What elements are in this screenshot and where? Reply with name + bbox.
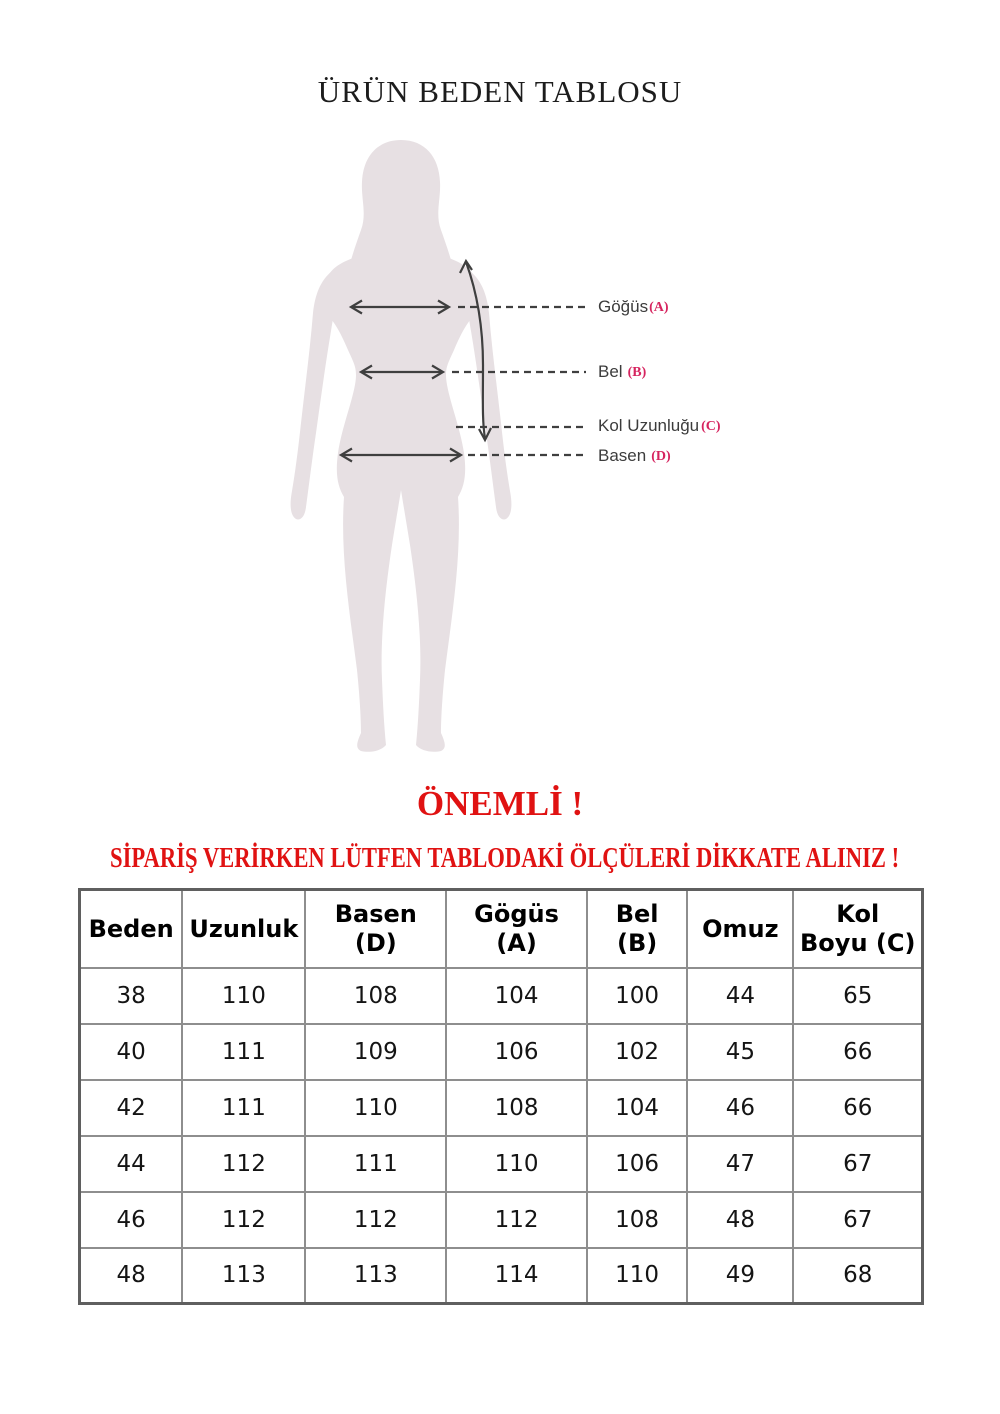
measurement-label-arm-length	[598, 416, 721, 436]
table-cell: 113	[305, 1248, 446, 1304]
table-row	[80, 1248, 923, 1304]
table-cell: 42	[80, 1080, 183, 1136]
warning-text: SİPARİŞ VERİRKEN LÜTFEN TABLODAKİ ÖLÇÜLERİ DİKKATE ALINIZ !	[110, 842, 900, 874]
table-cell: 106	[446, 1024, 587, 1080]
table-cell: 67	[793, 1136, 922, 1192]
table-cell: 114	[446, 1248, 587, 1304]
table-cell: 106	[587, 1136, 687, 1192]
table-row	[80, 1080, 923, 1136]
table-cell: 38	[80, 968, 183, 1024]
body-silhouette	[291, 140, 512, 752]
table-row	[80, 1136, 923, 1192]
table-cell: 111	[182, 1024, 305, 1080]
important-heading: ÖNEMLİ !	[416, 784, 584, 823]
page-title: ÜRÜN BEDEN TABLOSU	[317, 74, 683, 109]
table-cell: 46	[80, 1192, 183, 1248]
right-arm-shape	[461, 271, 511, 519]
column-header-hip: Basen (D)	[305, 890, 446, 968]
arm-length-label-letter: (C)	[701, 419, 721, 434]
size-table	[78, 888, 924, 1305]
table-cell: 44	[687, 968, 793, 1024]
table-row	[80, 968, 923, 1024]
table-cell: 108	[446, 1080, 587, 1136]
column-header-shoulder: Omuz	[687, 890, 793, 968]
table-cell: 68	[793, 1248, 922, 1304]
column-header-arm-length: Kol Boyu (C)	[793, 890, 922, 968]
table-row	[80, 1192, 923, 1248]
column-header-waist: Bel (B)	[587, 890, 687, 968]
measurement-label-waist	[598, 362, 646, 382]
table-cell: 46	[687, 1080, 793, 1136]
chest-label-text: Göğüs	[598, 297, 649, 316]
table-cell: 112	[446, 1192, 587, 1248]
table-cell: 110	[182, 968, 305, 1024]
waist-label-letter: (B)	[627, 365, 647, 380]
table-cell: 67	[793, 1192, 922, 1248]
table-cell: 104	[587, 1080, 687, 1136]
table-cell: 66	[793, 1024, 922, 1080]
table-cell: 112	[305, 1192, 446, 1248]
table-cell: 110	[446, 1136, 587, 1192]
table-cell: 108	[587, 1192, 687, 1248]
waist-label-text: Bel	[598, 362, 623, 381]
arm-length-label-text: Kol Uzunluğu	[598, 416, 700, 435]
column-header-length: Uzunluk	[182, 890, 305, 968]
table-cell: 66	[793, 1080, 922, 1136]
table-cell: 45	[687, 1024, 793, 1080]
table-cell: 40	[80, 1024, 183, 1080]
table-cell: 108	[305, 968, 446, 1024]
table-cell: 110	[305, 1080, 446, 1136]
table-cell: 44	[80, 1136, 183, 1192]
table-cell: 49	[687, 1248, 793, 1304]
table-cell: 104	[446, 968, 587, 1024]
column-header-chest: Gögüs (A)	[446, 890, 587, 968]
table-cell: 100	[587, 968, 687, 1024]
chest-label-letter: (A)	[649, 300, 669, 315]
table-cell: 48	[687, 1192, 793, 1248]
table-cell: 110	[587, 1248, 687, 1304]
table-cell: 48	[80, 1248, 183, 1304]
size-table-header-row	[80, 890, 923, 968]
left-arm-shape	[291, 271, 341, 519]
table-cell: 102	[587, 1024, 687, 1080]
hip-label-letter: (D)	[651, 449, 671, 464]
table-cell: 65	[793, 968, 922, 1024]
column-header-size: Beden	[80, 890, 183, 968]
torso-legs-shape	[320, 245, 483, 752]
table-cell: 113	[182, 1248, 305, 1304]
table-cell: 111	[182, 1080, 305, 1136]
measurement-label-hip	[598, 446, 671, 466]
hip-label-text: Basen	[598, 446, 647, 465]
measurement-label-chest	[598, 297, 669, 317]
table-cell: 112	[182, 1136, 305, 1192]
table-cell: 109	[305, 1024, 446, 1080]
table-cell: 47	[687, 1136, 793, 1192]
table-row	[80, 1024, 923, 1080]
table-cell: 112	[182, 1192, 305, 1248]
table-cell: 111	[305, 1136, 446, 1192]
